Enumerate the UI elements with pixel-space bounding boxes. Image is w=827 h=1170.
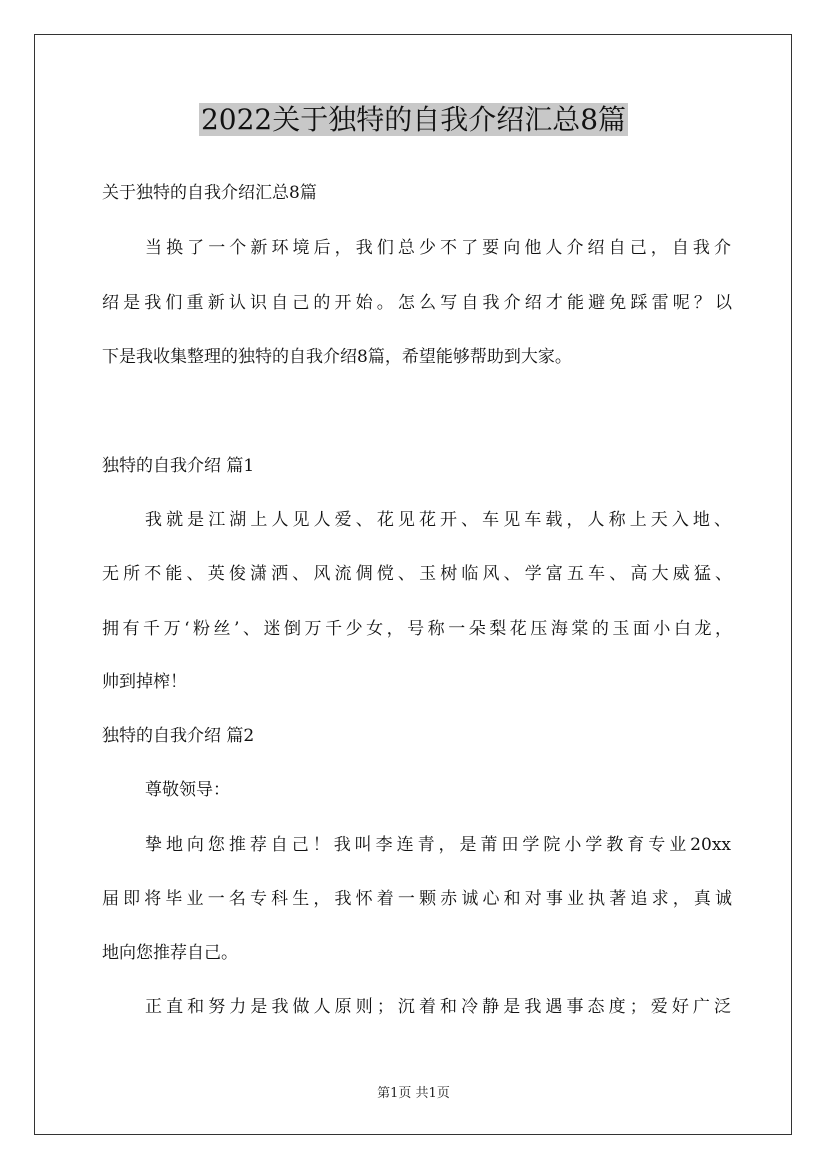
page-footer: 第1页 共1页 [377,1086,450,1101]
title-text: 2022关于独特的自我介绍汇总8篇 [200,103,627,136]
paragraph-line: 我就是江湖上人见人爱、花见花开、车见车载，人称上天入地、 [145,510,731,530]
paragraph-line: 帅到掉榨！ [102,672,187,692]
intro-line: 当换了一个新环境后，我们总少不了要向他人介绍自己，自我介 [145,238,731,258]
salutation: 尊敬领导： [145,780,230,800]
paragraph-line: 拥有千万‘粉丝’、迷倒万千少女，号称一朵梨花压海棠的玉面小白龙， [102,619,732,639]
section-heading-1: 独特的自我介绍 篇1 [102,456,255,476]
subtitle: 关于独特的自我介绍汇总8篇 [102,183,317,203]
paragraph-line: 无所不能、英俊潇洒、风流倜傥、玉树临风、学富五车、高大威猛、 [102,564,732,584]
intro-line: 绍是我们重新认识自己的开始。怎么写自我介绍才能避免踩雷呢？以 [102,293,732,313]
intro-line: 下是我收集整理的独特的自我介绍8篇，希望能够帮助到大家。 [102,347,572,367]
paragraph-line: 届即将毕业一名专科生，我怀着一颗赤诚心和对事业执著追求，真诚 [102,889,732,909]
paragraph-line: 地向您推荐自己。 [102,943,238,963]
paragraph-line: 正直和努力是我做人原则；沉着和冷静是我遇事态度；爱好广泛 [145,997,731,1017]
paragraph-line: 挚地向您推荐自己！我叫李连青，是莆田学院小学教育专业20xx [145,835,731,855]
document-title [0,98,827,142]
section-heading-2: 独特的自我介绍 篇2 [102,726,255,746]
